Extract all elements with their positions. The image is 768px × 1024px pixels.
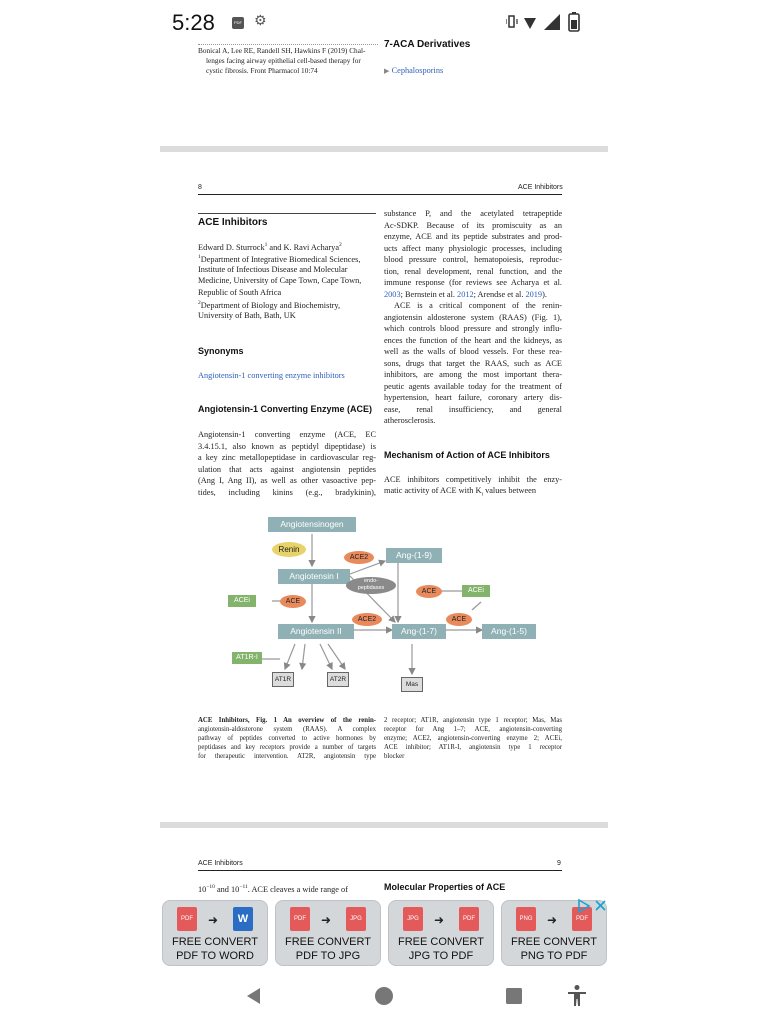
- page-9: [160, 828, 608, 898]
- ace2-node: ACE2: [344, 551, 374, 564]
- body-line: Angiotensin-1 converting enzyme (ACE, EC: [198, 430, 376, 439]
- pdf-to-jpg-icon: PDF ➜ JPG: [290, 907, 368, 931]
- body-line: which controls blood pressure and strongly influ-: [384, 324, 562, 333]
- arrow-right-icon: ▶: [384, 67, 392, 75]
- page-number: 9: [557, 860, 561, 867]
- figure-caption: [198, 716, 376, 761]
- synonym-link[interactable]: Angiotensin-1 converting enzyme inhibitors: [198, 371, 345, 380]
- close-ad-icon: [596, 901, 605, 910]
- body-line: ease, renal insufficiency, and general: [384, 404, 562, 414]
- ace-node: ACE: [446, 613, 472, 626]
- ace2-node: ACE2: [352, 613, 382, 626]
- body-line: enzyme, ACE and its peptide substrates and prod-: [384, 232, 562, 241]
- ad-card-pdf-to-jpg[interactable]: PDF ➜ JPG FREE CONVERT PDF TO JPG: [275, 900, 381, 966]
- body-line: inhibitors, are among the most important thera-: [384, 370, 562, 379]
- body-line: well as the walls of blood vessels. For these rea-: [384, 347, 562, 356]
- ace-inhibitor-node: ACEi: [462, 585, 490, 597]
- left-body: [198, 429, 376, 498]
- ad-card-jpg-to-pdf[interactable]: JPG ➜ PDF FREE CONVERT JPG TO PDF: [388, 900, 494, 966]
- authors: Edward D. Sturrock$^1$ and K. Ravi Acharya$^2$: [198, 242, 342, 252]
- status-bar: [0, 0, 768, 44]
- angiotensin-1-node: Angiotensin I: [278, 569, 350, 584]
- body-line: hypertension, heart failure, coronary artery dis-: [384, 393, 562, 402]
- settings-notification-icon: ⚙: [254, 13, 267, 29]
- caption-line: peptidases and key receptors provide a number of targets: [198, 744, 376, 751]
- body-line: tides, including kinins (e.g., bradykinin),: [198, 487, 376, 497]
- citation-link[interactable]: 2012: [457, 289, 474, 299]
- ad-choices-controls[interactable]: [576, 898, 608, 914]
- header-rule: [198, 194, 562, 195]
- signal-icon: [544, 14, 560, 30]
- section-heading: Molecular Properties of ACE: [384, 882, 506, 892]
- body-line: ences the function of the heart and the kidneys, as: [384, 335, 562, 345]
- running-head: ACE Inhibitors: [198, 860, 243, 867]
- angiotensinogen-node: Angiotensinogen: [268, 517, 356, 532]
- reference-line: lenges facing airway epithelial cell-based therapy for: [206, 56, 361, 65]
- body-line: angiotensin aldosterone system (RAAS) (Fig. 1),: [384, 312, 562, 322]
- figure-caption: [384, 716, 562, 761]
- body-line: matic activity of ACE with $K_i$ values between: [384, 486, 537, 498]
- ad-banner[interactable]: [162, 898, 608, 968]
- diagram-arrows: [220, 514, 540, 712]
- affiliation-line: Republic of South Africa: [198, 288, 282, 297]
- mas-receptor: Mas: [401, 677, 423, 692]
- raas-diagram: [220, 514, 540, 712]
- body-line: ACE is a critical component of the renin-: [394, 301, 562, 310]
- wifi-icon: [524, 18, 536, 29]
- caption-line: pathway of peptides converted to active hormones by: [198, 735, 376, 742]
- ad-card-pdf-to-word[interactable]: PDF ➜ W FREE CONVERT PDF TO WORD: [162, 900, 268, 966]
- at2r-receptor: AT2R: [327, 672, 349, 687]
- cross-reference-link[interactable]: ▶ Cephalosporins: [384, 66, 444, 75]
- body-line: Ac-SDKP. Because of its promiscuity as an: [384, 220, 562, 230]
- body-line: peutic agents available today for the treatment of: [384, 381, 562, 391]
- body-line: immune response (for reviews see Acharya et al.: [384, 278, 562, 287]
- citation-link[interactable]: 2019: [525, 289, 543, 299]
- caption-line: ACE inhibitor; AT1R-I, angiotensin type 1 receptor: [384, 744, 562, 751]
- ang-1-9-node: Ang-(1-9): [386, 548, 442, 563]
- affiliation-line: University of Bath, Bath, UK: [198, 311, 296, 320]
- png-to-pdf-icon: PNG ➜ PDF: [516, 907, 594, 931]
- body-line: a key zinc metallopeptidase in cardiovascular reg-: [198, 453, 376, 462]
- caption-line: 2 receptor; AT1R, angiotensin type 1 receptor; Mas, Mas: [384, 717, 562, 724]
- body-line: sons, drugs that target the RAAS, such as ACE: [384, 358, 562, 368]
- reference-line: cystic fibrosis. Front Pharmacol 10:74: [206, 66, 318, 75]
- body-line: 2003; Bernstein et al. 2012; Arendse et al. 2019).: [384, 289, 547, 299]
- body-line: ulation that acts against angiotensin peptides: [198, 464, 376, 474]
- body-line: ACE inhibitors competitively inhibit the enzy-: [384, 475, 562, 484]
- body-line: ucts affect many physiologic processes, including: [384, 243, 562, 253]
- affiliation-line: $^1$Department of Integrative Biomedical Sciences,: [198, 254, 361, 264]
- affiliation-line: $^2$Department of Biology and Biochemistry,: [198, 300, 341, 310]
- reference-line: Bonical A, Lee RE, Randell SH, Hawkins F (2019) Chal-: [198, 46, 366, 55]
- body-line: tion, renal development, renal function, and the: [384, 266, 562, 276]
- page-number: 8: [198, 184, 202, 191]
- caption-line: for therapeutic intervention. AT2R, angiotensin type: [198, 753, 376, 760]
- affiliation-line: Medicine, University of Cape Town, Cape Town,: [198, 276, 362, 285]
- previous-page: [160, 39, 608, 146]
- header-rule: [198, 870, 562, 871]
- accessibility-icon[interactable]: [566, 984, 588, 1008]
- page-8: [160, 152, 608, 822]
- body-line: 3.4.15.1, also known as peptidyl dipeptidase) is: [198, 441, 376, 451]
- status-icons: [506, 10, 598, 34]
- citation-link[interactable]: 2003: [384, 289, 401, 299]
- pdf-to-word-icon: PDF ➜ W: [177, 907, 255, 931]
- pdf-notification-icon: PDF: [232, 17, 244, 29]
- right-body: [384, 208, 562, 427]
- caption-line: enzyme; ACE2, angiotensin-converting enzyme 2; ACEi,: [384, 735, 562, 742]
- ace-heading: Angiotensin-1 Converting Enzyme (ACE): [198, 404, 373, 414]
- body-line: atherosclerosis.: [384, 416, 436, 425]
- running-head: ACE Inhibitors: [518, 184, 563, 191]
- at1r-blocker-node: AT1R-I: [232, 652, 262, 664]
- ang-1-7-node: Ang-(1-7): [392, 624, 446, 639]
- adchoices-icon: [579, 900, 589, 912]
- caption-line: receptor for Ang 1–7; ACE, angiotensin-converting: [384, 726, 562, 733]
- ace-node: ACE: [416, 585, 442, 598]
- renin-node: Renin: [272, 542, 306, 557]
- clock: 5:28: [172, 10, 215, 35]
- battery-icon: [569, 12, 579, 31]
- title-rule: [198, 213, 376, 214]
- caption-line: angiotensin-aldosterone system (RAAS). A complex: [198, 726, 376, 733]
- home-icon[interactable]: [374, 986, 394, 1006]
- affiliation-line: Institute of Infectious Disease and Molecular: [198, 265, 348, 274]
- endopeptidases-node: endo- peptidases: [346, 577, 396, 594]
- angiotensin-2-node: Angiotensin II: [278, 624, 354, 639]
- recent-apps-icon[interactable]: [504, 986, 524, 1006]
- caption-line: blocker: [384, 753, 405, 760]
- body-line: $10^{-10}$ and $10^{-11}$. ACE cleaves a wide range of: [198, 884, 348, 894]
- synonyms-heading: Synonyms: [198, 346, 244, 356]
- vibrate-icon: [506, 16, 517, 27]
- article-title: ACE Inhibitors: [198, 217, 268, 228]
- body-line: blood pressure control, hematopoiesis, reproduc-: [384, 255, 562, 264]
- at1r-receptor: AT1R: [272, 672, 294, 687]
- ang-1-5-node: Ang-(1-5): [482, 624, 536, 639]
- ace-node: ACE: [280, 595, 306, 608]
- jpg-to-pdf-icon: JPG ➜ PDF: [403, 907, 481, 931]
- mechanism-heading: Mechanism of Action of ACE Inhibitors: [384, 450, 550, 460]
- back-icon[interactable]: [244, 986, 264, 1006]
- ad-card-png-to-pdf[interactable]: PNG ➜ PDF FREE CONVERT PNG TO PDF: [501, 900, 607, 966]
- body-line: (Ang I, Ang II), as well as other vasoactive pep-: [198, 476, 376, 485]
- caption-line: ACE Inhibitors, Fig. 1 An overview of the renin-: [198, 717, 376, 724]
- body-line: substance P, and the acetylated tetrapeptide: [384, 209, 562, 218]
- section-heading: 7-ACA Derivatives: [384, 39, 471, 50]
- ace-inhibitor-node: ACEi: [228, 595, 256, 607]
- navigation-bar: [0, 968, 768, 1024]
